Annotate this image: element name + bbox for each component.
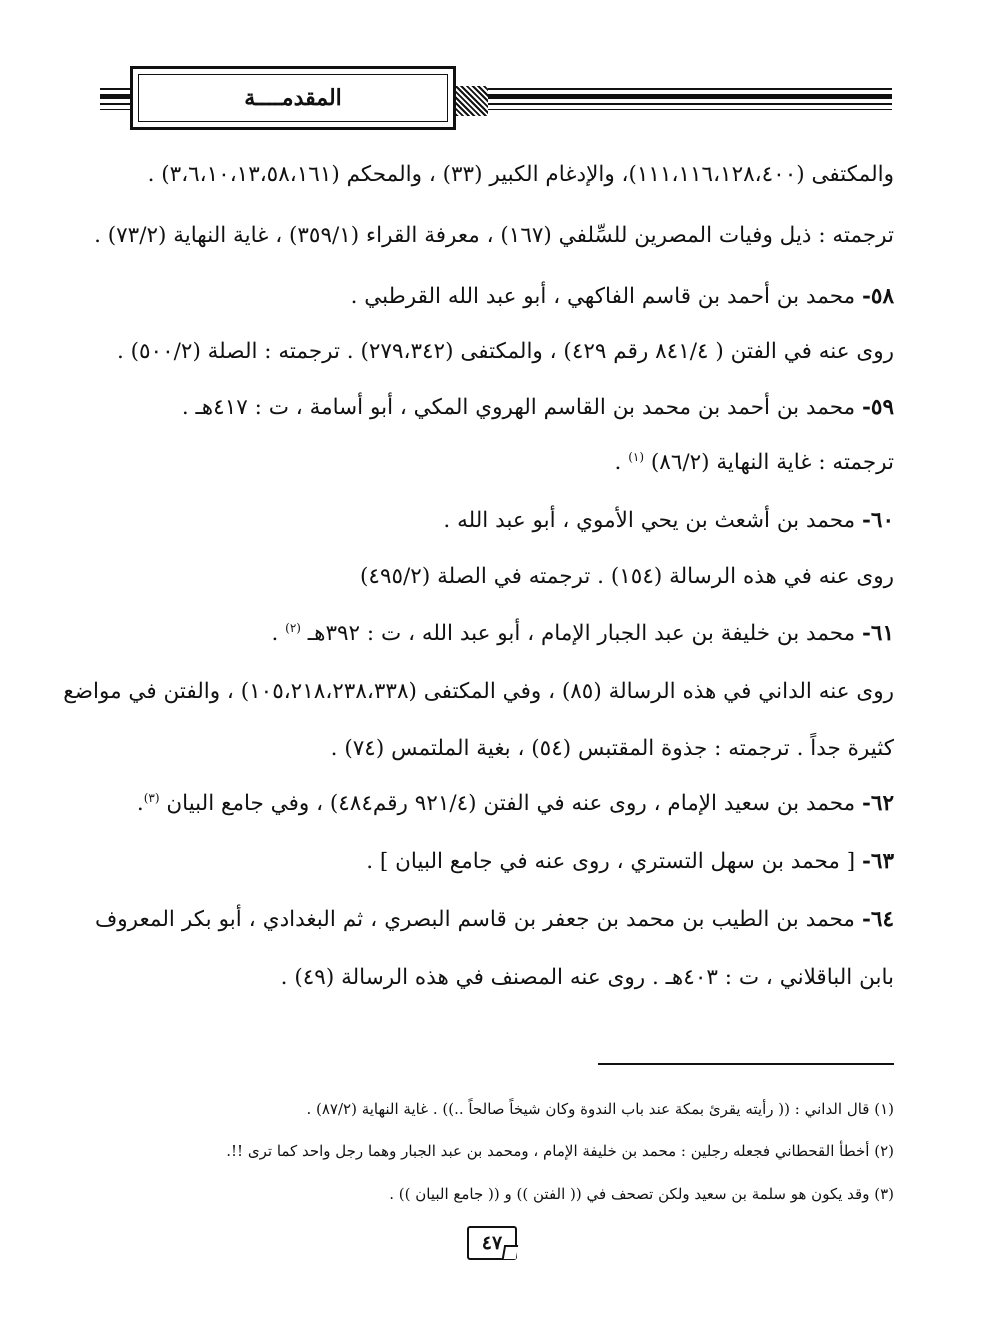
entry-line: ٦٢- محمد بن سعيد الإمام ، روى عنه في الفتن (٩٢١/٤ رقم٤٨٤) ، وفي جامع البيان $^{(٣)}$. <box>136 790 894 816</box>
page-number: ٤٧ <box>467 1226 517 1260</box>
footnote-separator <box>598 1063 894 1065</box>
footnote-ref: (١) <box>628 449 645 464</box>
entry-line: ٦٤- محمد بن الطيب بن محمد بن جعفر بن قاسم البصري ، ثم البغدادي ، أبو بكر المعروف <box>95 907 894 932</box>
entry-number: ٦٢- <box>861 791 894 816</box>
text-line: ترجمته : ذيل وفيات المصرين للسِّلفي (١٦٧) ، معرفة القراء (٣٥٩/١) ، غاية النهاية (٧٣/٢) . <box>94 223 894 248</box>
entry-line: ٦٠- محمد بن أشعث بن يحي الأموي ، أبو عبد الله . <box>443 508 894 533</box>
text-line: ترجمته : غاية النهاية (٨٦/٢) $^{(١)}$ . <box>614 449 894 475</box>
footnote-ref: (٣) <box>143 790 160 805</box>
entry-line: ٥٨- محمد بن أحمد بن قاسم الفاكهي ، أبو عبد الله القرطبي . <box>350 284 894 309</box>
footnote: (١) قال الداني : (( رأيته يقرئ بمكة عند باب الندوة وكان شيخاً صالحاً ..)) . غاية النهاية (٨٧/٢) . <box>306 1100 894 1118</box>
footnote: (٢) أخطأ القحطاني فجعله رجلين : محمد بن خليفة الإمام ، ومحمد بن عبد الجبار وهما رجل واحد كما ترى !!. <box>226 1142 894 1160</box>
entry-line: ٦٣- [ محمد بن سهل التستري ، روى عنه في جامع البيان ] . <box>366 849 894 874</box>
entry-line: ٦١- محمد بن خليفة بن عبد الجبار الإمام ، أبو عبد الله ، ت : ٣٩٢هـ $^{(٢)}$ . <box>271 620 894 646</box>
entry-number: ٥٨- <box>861 284 894 309</box>
text-line: بابن الباقلاني ، ت : ٤٠٣هـ . روى عنه المصنف في هذه الرسالة (٤٩) . <box>280 965 894 990</box>
text-line: كثيرة جداً . ترجمته : جذوة المقتبس (٥٤) ، بغية الملتمس (٧٤) . <box>330 736 894 761</box>
footnote: (٣) وقد يكون هو سلمة بن سعيد ولكن تصحف في (( الفتن )) و (( جامع البيان )) . <box>389 1185 894 1203</box>
entry-number: ٦١- <box>861 621 894 646</box>
header-title: المقدمــــة <box>244 85 342 111</box>
text-line: روى عنه الداني في هذه الرسالة (٨٥) ، وفي المكتفى (١٠٥،٢١٨،٢٣٨،٣٣٨) ، والفتن في مواضع <box>63 679 894 704</box>
entry-line: ٥٩- محمد بن أحمد بن محمد بن القاسم الهروي المكي ، أبو أسامة ، ت : ٤١٧هـ . <box>181 395 894 420</box>
entry-number: ٦٠- <box>861 508 894 533</box>
text-line: روى عنه في هذه الرسالة (١٥٤) . ترجمته في الصلة (٤٩٥/٢) <box>360 564 894 589</box>
footnote-ref: (٢) <box>285 620 301 635</box>
text-line: والمكتفى (١١١،١١٦،١٢٨،٤٠٠)، والإدغام الكبير (٣٣) ، والمحكم (٣،٦،١٠،١٣،٥٨،١٦١) . <box>147 162 894 187</box>
page-curl-icon <box>502 1245 518 1259</box>
entry-number: ٦٤- <box>861 907 894 932</box>
entry-number: ٥٩- <box>861 395 894 420</box>
entry-number: ٦٣- <box>861 849 894 874</box>
text-line: روى عنه في الفتن ( ٨٤١/٤ رقم ٤٢٩) ، والمكتفى (٢٧٩،٣٤٢) . ترجمته : الصلة (٥٠٠/٢) . <box>116 339 894 364</box>
